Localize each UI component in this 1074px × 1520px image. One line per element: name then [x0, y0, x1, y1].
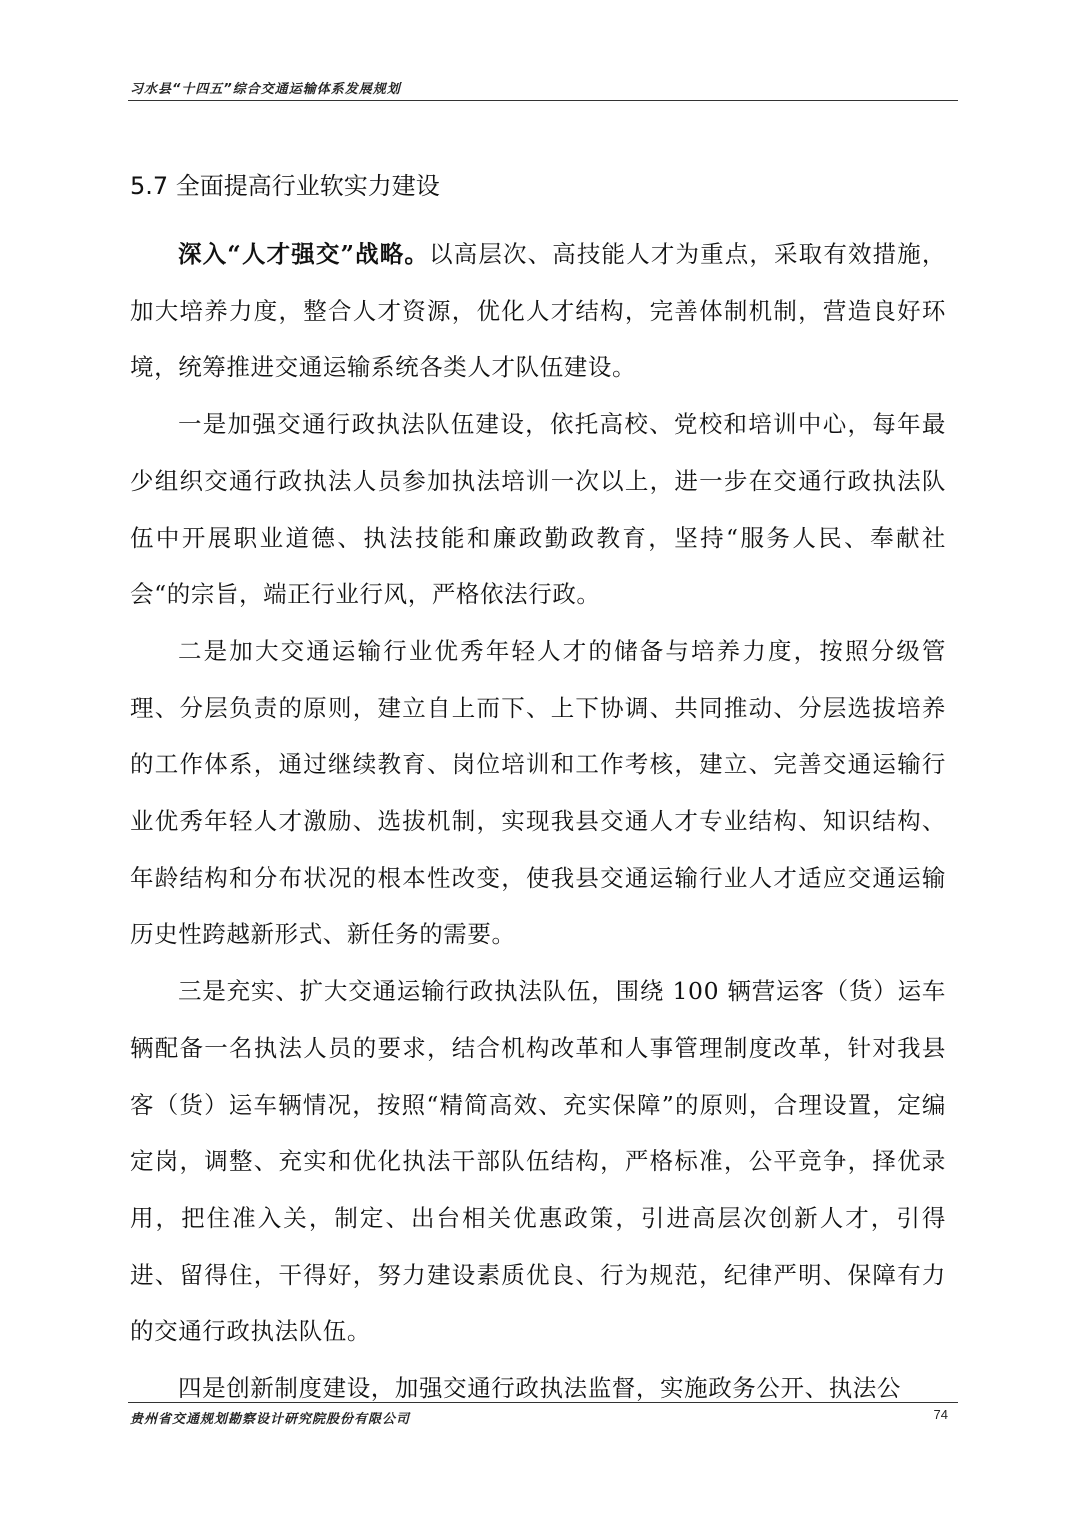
- paragraph-point-one: [130, 396, 946, 623]
- paragraph-text: 二是加大交通运输行业优秀年轻人才的储备与培养力度，按照分级管理、分层负责的原则，建立自上而下、上下协调、共同推动、分层选拔培养的工作体系，通过继续教育、岗位培训和工作考核，建立、完善交通运输行业优秀年轻人才激励、选拔机制，实现我县交通人才专业结构、知识结构、年龄结构和分布状况的根本性改变，使我县交通运输行业人才适应交通运输历史性跨越新形式、新任务的需要。: [130, 636, 946, 949]
- paragraph-point-three: [130, 963, 946, 1360]
- running-header: 习水县“十四五”综合交通运输体系发展规划: [130, 82, 401, 97]
- paragraph-text: 以高层次、高技能人才为重点，采取有效措施，加大培养力度，整合人才资源，优化人才结构，完善体制机制，营造良好环境，统筹推进交通运输系统各类人才队伍建设。: [130, 240, 946, 382]
- section-heading: 5.7 全面提高行业软实力建设: [130, 172, 440, 200]
- paragraph-text: 一是加强交通行政执法队伍建设，依托高校、党校和培训中心，每年最少组织交通行政执法人员参加执法培训一次以上，进一步在交通行政执法队伍中开展职业道德、执法技能和廉政勤政教育，坚持“服务人民、奉献社会“的宗旨，端正行业行风，严格依法行政。: [130, 410, 946, 609]
- paragraph-text: 四是创新制度建设，加强交通行政执法监督，实施政务公开、执法公: [178, 1374, 901, 1403]
- page-number: 74: [933, 1407, 948, 1422]
- paragraph-talent-strategy: [130, 226, 946, 396]
- header-divider: [128, 100, 958, 101]
- footer-divider: [128, 1402, 958, 1403]
- paragraph-point-two: [130, 623, 946, 963]
- paragraph-text: 三是充实、扩大交通运输行政执法队伍，围绕 100 辆营运客（货）运车辆配备一名执法人员的要求，结合机构改革和人事管理制度改革，针对我县客（货）运车辆情况，按照“精简高效、充实保障”的原则，合理设置，定编定岗，调整、充实和优化执法干部队伍结构，严格标准，公平竞争，择优录用，把住准入关，制定、出台相关优惠政策，引进高层次创新人才，引得进、留得住，干得好，努力建设素质优良、行为规范，纪律严明、保障有力的交通行政执法队伍。: [130, 977, 946, 1346]
- paragraph-lead: 深入“人才强交”战略。: [178, 240, 430, 268]
- running-footer: 贵州省交通规划勘察设计研究院股份有限公司: [130, 1412, 411, 1427]
- body-text: [130, 226, 946, 1417]
